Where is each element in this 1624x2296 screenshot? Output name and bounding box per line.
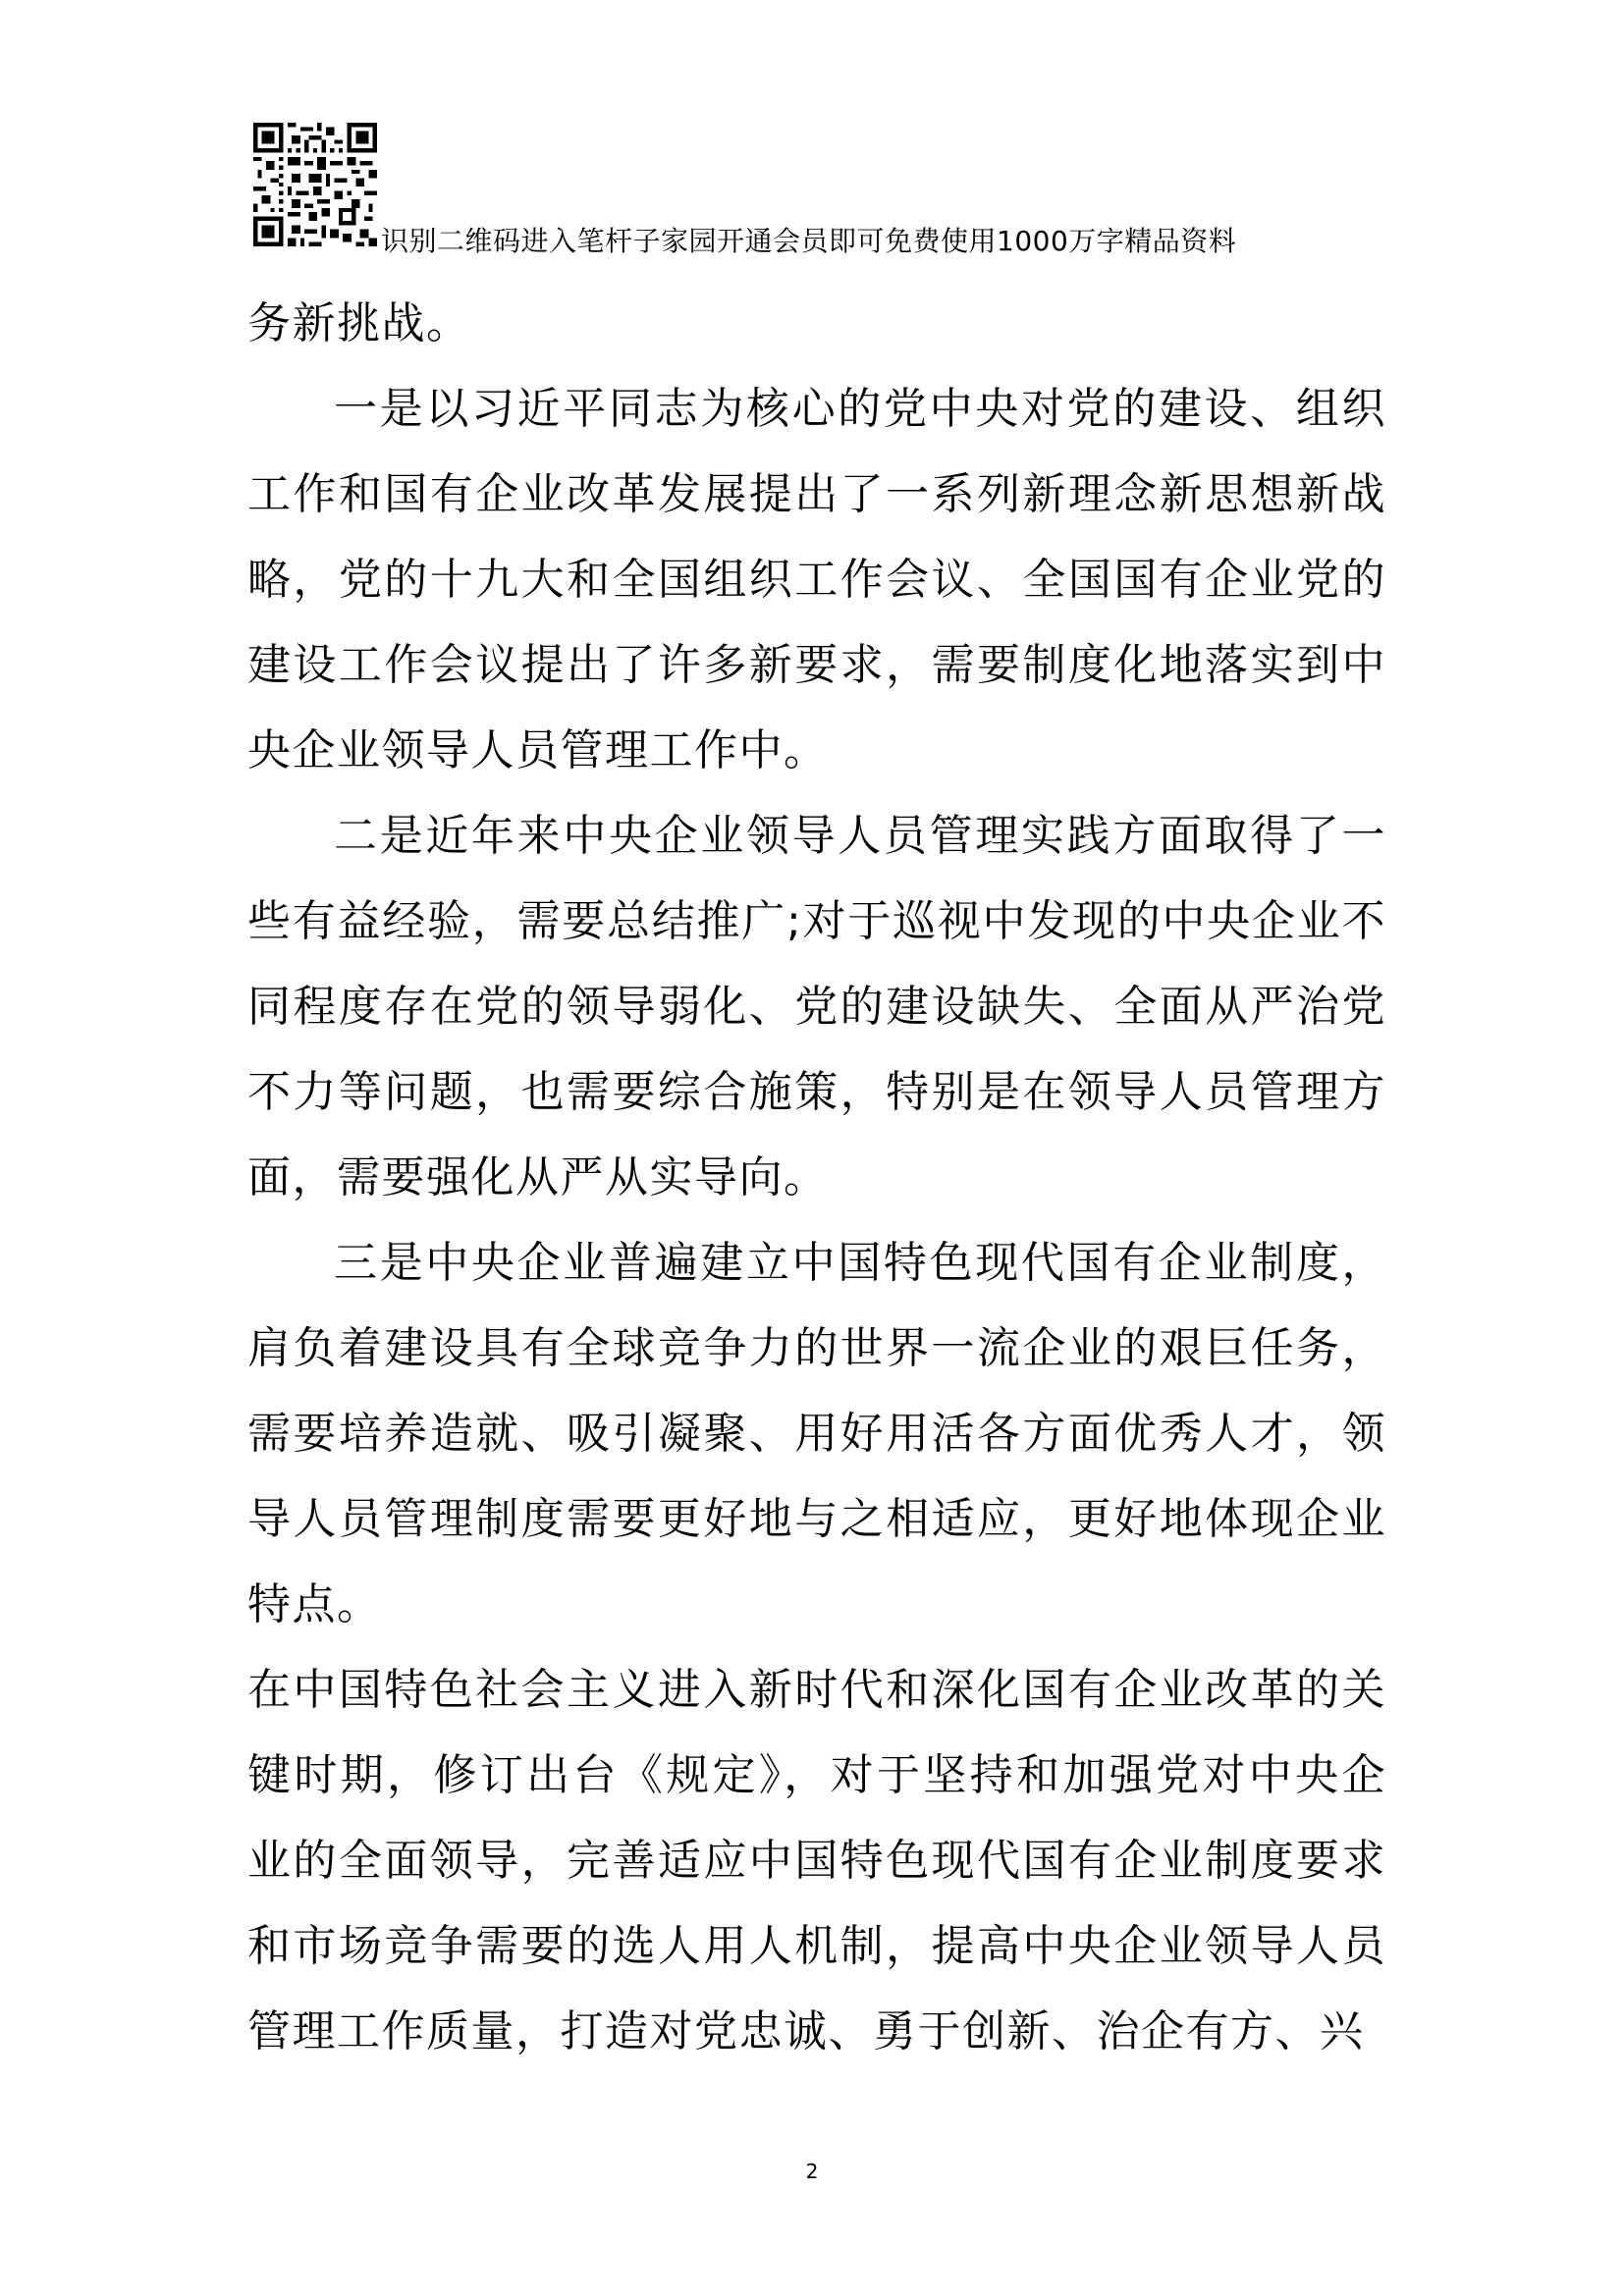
- paragraph-continuation: 务新挑战。: [247, 298, 471, 348]
- paragraph-point-three: 三是中央企业普遍建立中国特色现代国有企业制度，肩负着建设具有全球竞争力的世界一流企业的艰巨任务，需要培养造就、吸引凝聚、用好用活各方面优秀人才，领导人员管理制度需要更好地与之相适应，更好地体现企业特点。: [247, 1238, 1386, 1629]
- document-body: [247, 281, 1386, 2074]
- paragraph-point-two: 二是近年来中央企业领导人员管理实践方面取得了一些有益经验，需要总结推广;对于巡视中发现的中央企业不同程度存在党的领导弱化、党的建设缺失、全面从严治党不力等问题，也需要综合施策，特别是在领导人员管理方面，需要强化从严从实导向。: [247, 811, 1386, 1202]
- qr-code-icon: [253, 123, 377, 246]
- paragraph-point-one: 一是以习近平同志为核心的党中央对党的建设、组织工作和国有企业改革发展提出了一系列新理念新思想新战略，党的十九大和全国组织工作会议、全国国有企业党的建设工作会议提出了许多新要求，需要制度化地落实到中央企业领导人员管理工作中。: [247, 384, 1386, 775]
- paragraph-summary: 在中国特色社会主义进入新时代和深化国有企业改革的关键时期，修订出台《规定》，对于坚持和加强党对中央企业的全面领导，完善适应中国特色现代国有企业制度要求和市场竞争需要的选人用人机制，提高中央企业领导人员管理工作质量，打造对党忠诚、勇于创新、治企有方、兴: [247, 1665, 1386, 2056]
- page-number: 2: [805, 2160, 819, 2183]
- header-note: 识别二维码进入笔杆子家园开通会员即可免费使用1000万字精品资料: [381, 225, 1237, 257]
